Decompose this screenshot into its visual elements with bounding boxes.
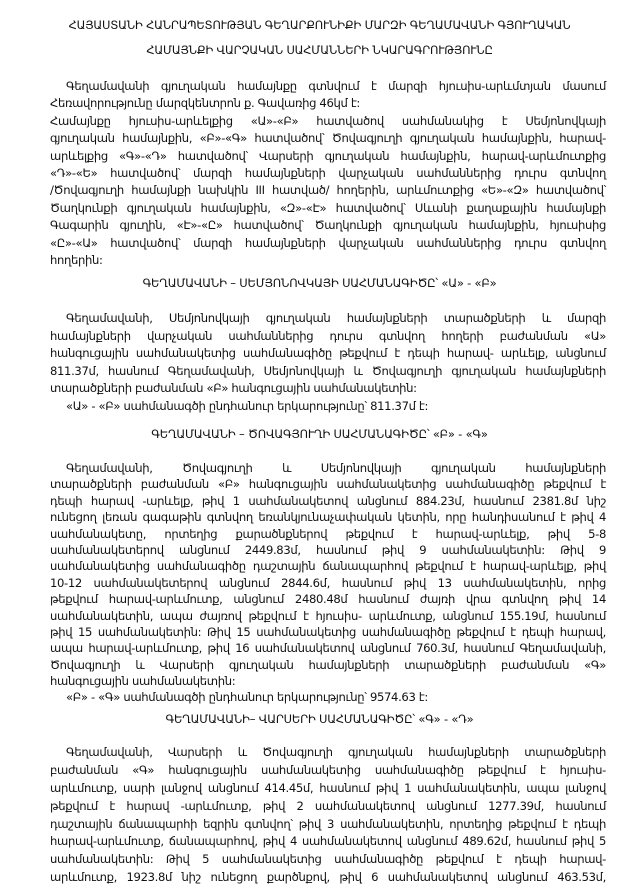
intro-paragraph	[50, 78, 606, 269]
text-line: Գագարին գյուղին, «Է»-«Ը» հատվածով՝ Ծաղկունքի գյուղական համայնքին, հյուսիսից	[50, 218, 606, 233]
text-line: համայնքների վարչական սահմաններից դուրս գտնվող հողերի բաժանման «Ա»	[50, 328, 606, 343]
text-line: արևմուտք, սարի լանջով անցնում 414.45մ, հասնում թիվ 1 սահմանակետին, ապա լանջով	[50, 780, 606, 795]
text-line: Գեղամավանի, Վարսերի և Ծովագյուղի գյուղական համայնքների տարածքների	[66, 745, 606, 759]
section-a-b-paragraph	[50, 310, 606, 416]
text-line: դեպի հարավ -արևելք, թիվ 1 սահմանակետով անցնում 884.23մ, հասնում 2381.8մ նիշ	[50, 493, 606, 508]
text-line: ունեցող լեռան գագաթին գտնվող եռանկյունաչափական կետին, որը հանդիսանում է թիվ 4	[50, 510, 606, 525]
section-heading-b-g: ԳԵՂԱՄԱՎԱՆԻ – ԾՈՎԱԳՅՈՒՂԻ ՍԱՀՄԱՆԱԳԻԾԸ՝ «Բ» - «Գ»	[151, 427, 488, 441]
document-title-line-2: ՀԱՄԱՅՆՔԻ ՎԱՐՉԱԿԱՆ ՍԱՀՄԱՆՆԵՐԻ ՆԿԱՐԱԳՐՈՒԹՅՈՒՆԸ	[146, 43, 493, 57]
text-line: Ծովագյուղի և Վարսերի գյուղական համայնքների տարածքների բաժանման «Գ»	[50, 657, 606, 672]
text-line: բաժանման «Գ» հանգուցային սահմանակետից սահմանագիծը թեքվում է հյուսիս-	[50, 762, 606, 777]
text-line: դաշտային ճանապարհի եզրին գտնվող՝ թիվ 3 սահմանակետին, որտեղից թեքվում է դեպի	[50, 816, 606, 831]
text-line: Գեղամավանի, Ծովագյուղի և Սեմյոնովկայի գյուղական համայնքների	[66, 461, 606, 475]
section-heading-a-b: ԳԵՂԱՄԱՎԱՆԻ – ՍԵՄՅՈՆՈՎԿԱՅԻ ՍԱՀՄԱՆԱԳԻԾԸ՝ «Ա» - «Բ»	[142, 276, 497, 290]
section-heading-g-d: ԳԵՂԱՄԱՎԱՆԻ– ՎԱՐՍԵՐԻ ՍԱՀՄԱՆԱԳԻԾԸ՝ «Գ» - «Դ»	[165, 712, 474, 726]
text-line: 10-12 սահմանակետերով անցնում 2844.6մ, հասնում թիվ 13 սահմանակետին, որից	[50, 575, 606, 590]
text-line: Գեղամավանի, Սեմյոնովկայի գյուղական համայնքների տարածքների և մարզի	[66, 311, 606, 325]
text-line: «Բ» - «Գ» սահմանագծի ընդհանուր երկարությունը՝ 9574.63 է:	[66, 690, 428, 705]
text-line: տարածքների բաժանման «Բ» հանգուցային սահմանակետին:	[50, 381, 417, 396]
text-line: հողերին:	[50, 252, 103, 267]
text-line: արևմուտք, 1923.8մ նիշ ունեցող քարծնքով, թիվ 6 սահմանակետով անցնում 463.53մ,	[50, 870, 606, 885]
text-line: տարածքների բաժանման «Բ» հանգուցային սահմանակետից սահմանագիծը թեքվում է	[50, 477, 606, 492]
text-line: 811.37մ, հասնում Գեղամավանի, Սեմյոնովկայի և Ծովագյուղի գյուղական համայնքների	[50, 363, 606, 378]
text-line: սահմանակետին, ապա ժայռով թեքվում է հյուսիս- արևմուտք, անցնում 155.19մ, հասնում	[50, 608, 606, 623]
text-line: սահմանակետերով անցնում 2449.83մ, հասնում թիվ 9 սահմանակետին: Թիվ 9	[50, 542, 606, 557]
text-line: արևելքից «Գ»-«Դ» հատվածով՝ Վարսերի գյուղական համայնքին, հարավ-արևմուտքից	[50, 148, 606, 163]
text-line: գյուղական համայնքին, «Բ»-«Գ» հատվածով՝ Ծովագյուղի գյուղական համայնքին, հարավ-	[50, 131, 606, 146]
text-line: թեքվում հարավ-արևմուտք, անցնում 2480.48մ հասնում ժայռի վրա գտնվող թիվ 14	[50, 592, 606, 607]
document-title-line-1: ՀԱՅԱՍՏԱՆԻ ՀԱՆՐԱՊԵՏՈՒԹՅԱՆ ԳԵՂԱՐՔՈՒՆԻՔԻ ՄԱՐԶԻ ԳԵՂԱՄԱՎԱՆԻ ԳՅՈՒՂԱԿԱՆ	[68, 18, 571, 32]
text-line: սահմանակետը, որտեղից քարածնքներով թեքվում է հարավ-արևելք, թիվ 5-8	[50, 526, 606, 541]
text-line: «Ը»-«Ա» հատվածով՝ մարզի համայնքների վարչական սահմաններից դուրս գտնվող	[50, 235, 606, 250]
text-line: «Դ»-«Ե» հատվածով՝ մարզի համայնքների վարչական սահմաններից դուրս գտնվող	[50, 165, 606, 180]
text-line: հանգուցային սահմանակետին:	[50, 674, 236, 689]
text-line: թիվ 15 սահմանակետին: Թիվ 15 սահմանակետից սահմանագիծը թեքվում է դեպի հարավ,	[50, 624, 606, 639]
text-line: /Ծովագյուղի համայնքի նախկին III հատված/ հողերին, արևմուտքից «Ե»-«Զ» հատվածով՝	[50, 183, 606, 198]
text-line: սահմանակետից սահմանագիծը դաշտային ճանապարհով թեքվում է հարավ-արևելք, թիվ	[50, 559, 606, 574]
text-line: հարավ-արևմուտք, ճանապարհով, թիվ 4 սահմանակետով անցնում 489.62մ, հասնում թիվ 5	[50, 834, 606, 849]
text-line: Հեռավորությունը մարզկենտրոն ք. Գավառից 46կմ է:	[50, 96, 360, 111]
text-line: թեքվում է հարավ -արևմուտք, թիվ 2 սահմանակետով անցնում 1277.39մ, հասնում	[50, 798, 606, 813]
section-b-g-paragraph	[50, 460, 606, 706]
text-line: «Ա» - «Բ» սահմանագծի ընդհանուր երկարությունը՝ 811.37մ է:	[66, 398, 429, 413]
text-line: Ծաղկունքի գյուղական համայնքին, «Զ»-«Է» հատվածով՝ Սևանի քաղաքային համայնքի	[50, 200, 606, 215]
text-line: սահմանակետին: Թիվ 5 սահմանակետից սահմանագիծը թեքվում է դեպի հարավ-	[50, 852, 606, 867]
text-line: Գեղամավանի գյուղական համայնքը գտնվում է մարզի հյուսիս-արևմտյան մասում	[66, 79, 606, 93]
text-line: հանգուցային սահմանակետից սահմանագիծը թեքվում է դեպի հարավ- արևելք, անցնում	[50, 346, 606, 361]
text-line: ապա հարավ-արևմուտք, թիվ 16 սահմանակետով անցնում 760.3մ, հասնում Գեղամավանի,	[50, 641, 606, 656]
section-g-d-paragraph	[50, 744, 606, 887]
text-line: Համայնքը հյուսիս-արևելքից «Ա»-«Բ» հատվածով սահմանակից է Սեմյոնովկայի	[50, 113, 606, 128]
